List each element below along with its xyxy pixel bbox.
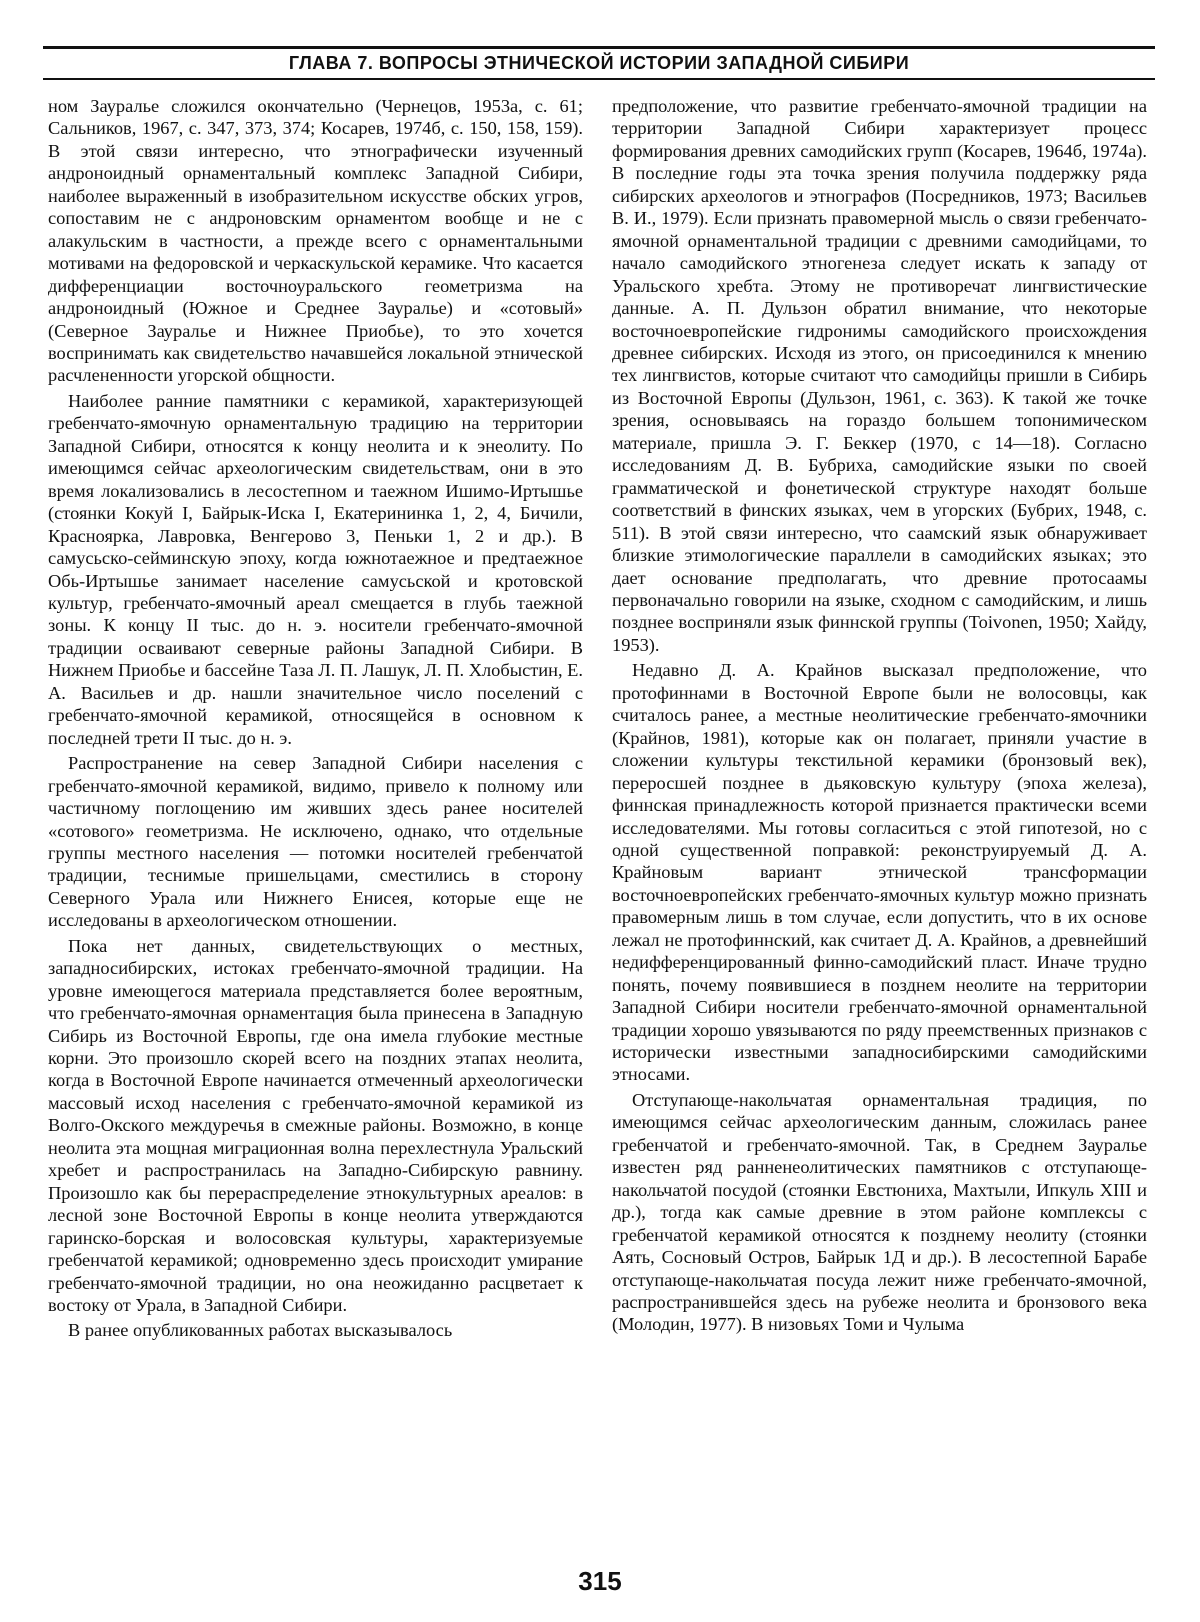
paragraph: предположение, что развитие гребенчато-ямочной традиции на территории Западной Сибири характеризует процесс формирования древних самодийских групп (Косарев, 1964б, 1974а). В последние годы эта точка зрения получила поддержку ряда сибирских археологов и этнографов (Посредников, 1973; Васильев В. И., 1979). Если признать правомерной мысль о связи гребенчато-ямочной орнаментальной традиции с древними самодийцами, то начало самодийского этногенеза следует искать к западу от Уральского хребта. Этому не противоречат лингвистические данные. А. П. Дульзон обратил внимание, что некоторые восточноевропейские гидронимы самодийского происхождения древнее сибирских. Исходя из этого, он присоединился к мнению тех лингвистов, которые считают что самодийцы пришли в Сибирь из Восточной Европы (Дульзон, 1961, с. 363). К такой же точке зрения, основываясь на гораздо большем топонимическом материале, пришла Э. Г. Беккер (1970, с 14—18). Согласно исследованиям Д. В. Бубриха, самодийские языки по своей грамматической и фонетической структуре находят больше соответствий в финских языках, чем в угорских (Бубрих, 1948, с. 511). В этой связи интересно, что саамский язык обнаруживает близкие этимологические параллели в самодийских языках; это дает основание предполагать, что древние протосаамы первоначально говорили на языке, сходном с самодийским, и лишь позднее восприняли язык финнской группы (Toivonen, 1950; Хайду, 1953). (612, 96, 1147, 655)
paragraph: Распространение на север Западной Сибири населения с гребенчато-ямочной керамикой, видимо, привело к полному или частичному поглощению им живших здесь ранее носителей «сотового» геометризма. Не исключено, однако, что отдельные группы местного населения — потомки носителей гребенчатой традиции, теснимые пришельцами, сместились в сторону Северного Урала или Нижнего Енисея, которые еще не исследованы в археологическом отношении. (48, 753, 583, 931)
left-column (48, 95, 583, 1342)
paragraph: Пока нет данных, свидетельствующих о местных, западносибирских, истоках гребенчато-ямочной традиции. На уровне имеющегося материала представляется более вероятным, что гребенчато-ямочная орнаментация была принесена в Западную Сибирь из Восточной Европы, где она имела глубокие местные корни. Это произошло скорей всего на поздних этапах неолита, когда в Восточной Европе начинается отмеченный археологически массовый исход населения с гребенчато-ямочной керамикой из Волго-Окского междуречья в смежные районы. Возможно, в конце неолита эта мощная миграционная волна перехлестнула Уральский хребет и распространилась на Западно-Сибирскую равнину. Произошло как бы перераспределение этнокультурных ареалов: в лесной зоне Восточной Европы в конце неолита утверждаются гаринско-борская и волосовская культуры, характеризуемые гребенчатой керамикой; одновременно здесь происходит умирание гребенчато-ямочной традиции, но она неожиданно расцветает к востоку от Урала, в Западной Сибири. (48, 935, 583, 1316)
right-column (612, 95, 1147, 1336)
running-header (43, 50, 1155, 77)
paragraph: Недавно Д. А. Крайнов высказал предположение, что протофиннами в Восточной Европе были не волосовцы, как считалось ранее, а местные неолитические гребенчато-ямочники (Крайнов, 1981), которые как он полагает, приняли участие в сложении культуры текстильной керамики (бронзовый век), переросшей позднее в дьяковскую культуру (эпоха железа), финнская принадлежность которой признается практически всеми исследователями. Мы готовы согласиться с этой гипотезой, но с одной существенной поправкой: реконструируемый Д. А. Крайновым вариант этнической трансформации восточноевропейских гребенчато-ямочных культур можно признать правомерным лишь в том случае, если допустить, что в их основе лежал не протофиннский, как считает Д. А. Крайнов, а древнейший недифференцированный финно-самодийский пласт. Иначе трудно понять, почему появившиеся в позднем неолите на территории Западной Сибири носители гребенчато-ямочной орнаментальной традиции хорошо увязываются по ряду преемственных признаков с исторически известными западносибирскими самодийскими этносами. (612, 660, 1147, 1085)
paragraph: Отступающе-накольчатая орнаментальная традиция, по имеющимся сейчас археологическим данным, сложилась ранее гребенчатой и гребенчато-ямочной. Так, в Среднем Зауралье известен ряд ранненеолитических памятников с отступающе-накольчатой посудой (стоянки Евстюниха, Махтыли, Ипкуль XIII и др.), тогда как самые древние в этом районе комплексы с гребенчатой керамикой относятся к позднему неолиту (стоянки Аять, Сосновый Остров, Байрык 1Д и др.). В лесостепной Барабе отступающе-накольчатая посуда лежит ниже гребенчато-ямочной, распространившейся здесь на рубеже неолита и бронзового века (Молодин, 1977). В низовьях Томи и Чулыма (612, 1089, 1147, 1335)
header-bottom-rule (43, 78, 1155, 80)
running-title: ГЛАВА 7. ВОПРОСЫ ЭТНИЧЕСКОЙ ИСТОРИИ ЗАПАДНОЙ СИБИРИ (288, 53, 910, 73)
page-number: 315 (578, 1566, 622, 1596)
paragraph: ном Зауралье сложился окончательно (Чернецов, 1953а, с. 61; Сальников, 1967, с. 347, 373, 374; Косарев, 1974б, с. 150, 158, 159). В этой связи интересно, что этнографически изученный андроноидный орнаментальный комплекс Западной Сибири, наиболее выраженный в изобразительном искусстве обских угров, сопоставим не с андроновским орнаментом вообще и не с алакульским в частности, а прежде всего с орнаментальными мотивами на федоровской и черкаскульской керамике. Что касается дифференциации восточноуральского геометризма на андроноидный (Южное и Среднее Зауралье) и «сотовый» (Северное Зауралье и Нижнее Приобье), то это хочется воспринимать как свидетельство начавшейся локальной этнической расчлененности угорской общности. (48, 96, 583, 386)
paragraph: Наиболее ранние памятники с керамикой, характеризующей гребенчато-ямочную орнаментальную традицию на территории Западной Сибири, относятся к концу неолита и к энеолиту. По имеющимся сейчас археологическим свидетельствам, они в это время локализовались в лесостепном и таежном Ишимо-Иртышье (стоянки Кокуй I, Байрык-Иска I, Екатерининка 1, 2, 4, Бичили, Красноярка, Лавровка, Венгерово 3, Пеньки 1, 2 и др.). В самусьско-сейминскую эпоху, когда южнотаежное и предтаежное Обь-Иртышье занимает население самусьской и кротовской культур, гребенчато-ямочный ареал смещается в глубь таежной зоны. К концу II тыс. до н. э. носители гребенчато-ямочной традиции осваивают северные районы Западной Сибири. В Нижнем Приобье и бассейне Таза Л. П. Лашук, Л. П. Хлобыстин, Е. А. Васильев и др. нашли значительное число поселений с гребенчато-ямочной керамикой, относящейся в основном к последней трети II тыс. до н. э. (48, 390, 583, 748)
header-top-rule (43, 46, 1155, 49)
paragraph: В ранее опубликованных работах высказывалось (68, 1320, 453, 1341)
